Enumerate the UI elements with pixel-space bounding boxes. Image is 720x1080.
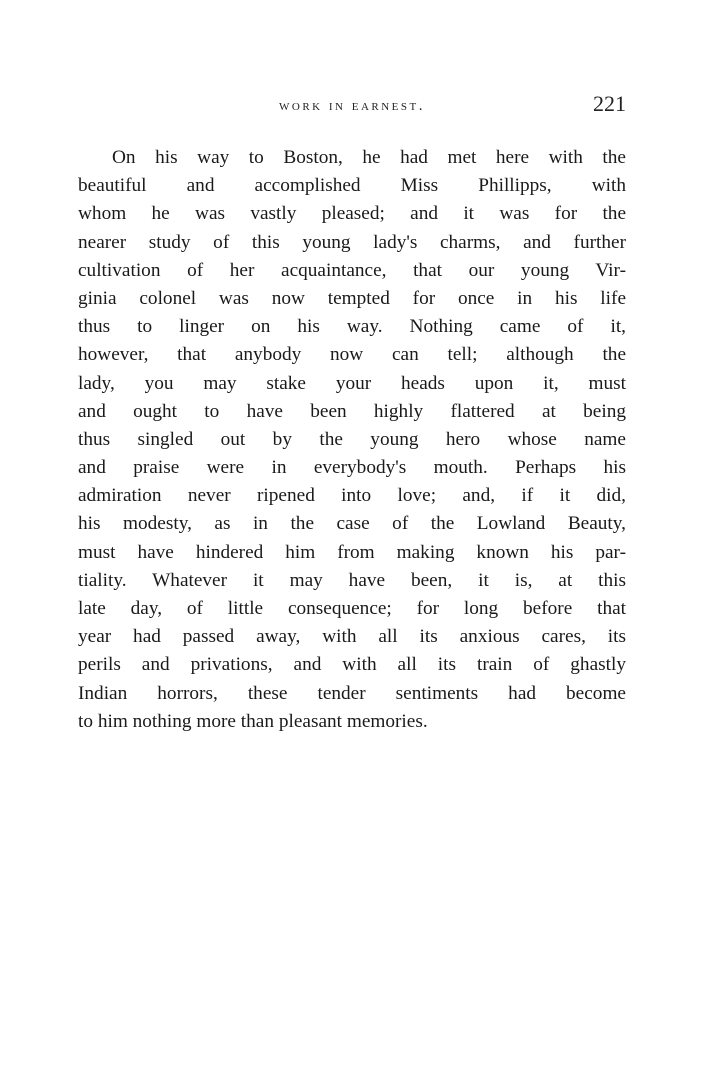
text-line: thus to linger on his way. Nothing came of it, (78, 316, 626, 338)
text-line: and ought to have been highly flattered at being (78, 400, 626, 422)
text-line: beautiful and accomplished Miss Phillipps, with (78, 175, 626, 197)
text-line: his modesty, as in the case of the Lowland Beauty, (78, 513, 626, 535)
text-line: however, that anybody now can tell; although the (78, 344, 626, 366)
text-line: On his way to Boston, he had met here with the (112, 147, 626, 168)
text-line: lady, you may stake your heads upon it, must (78, 372, 626, 394)
text-line: late day, of little consequence; for long before that (78, 598, 626, 619)
running-title: work in earnest. (279, 98, 425, 114)
text-line: ginia colonel was now tempted for once in his life (78, 287, 626, 309)
running-head (78, 92, 626, 120)
text-line: admiration never ripened into love; and, if it did, (78, 485, 626, 507)
text-line: nearer study of this young lady's charms, and further (78, 231, 626, 253)
text-line: to him nothing more than pleasant memories. (78, 710, 428, 732)
text-line: must have hindered him from making known his par- (78, 541, 626, 563)
text-line: whom he was vastly pleased; and it was for the (78, 203, 626, 225)
text-line: tiality. Whatever it may have been, it is, at this (78, 569, 626, 591)
text-line: and praise were in everybody's mouth. Perhaps his (78, 457, 626, 479)
text-line: cultivation of her acquaintance, that our young Vir- (78, 259, 626, 281)
text-line: year had passed away, with all its anxious cares, its (78, 626, 626, 648)
body-paragraph (78, 144, 626, 736)
page-number: 221 (593, 91, 626, 116)
text-line: perils and privations, and with all its train of ghastly (78, 654, 626, 676)
text-line: Indian horrors, these tender sentiments had become (78, 682, 626, 704)
text-line: thus singled out by the young hero whose name (78, 428, 626, 450)
